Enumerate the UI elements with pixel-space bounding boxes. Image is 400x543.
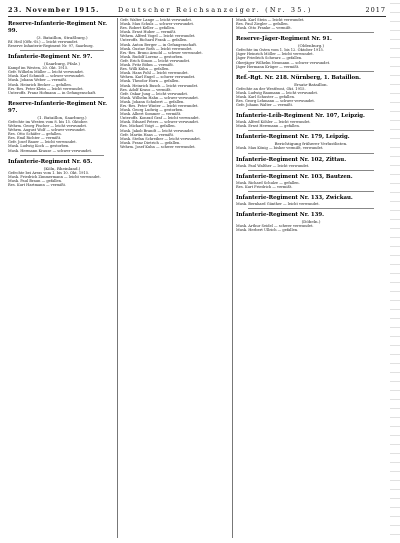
section-divider <box>248 130 374 131</box>
regiment-subheading: Berichtigung früherer Verlustlisten. <box>274 141 348 147</box>
casualty-entry: Wehrm. Georg Fischer — leicht verwundet. <box>8 123 88 128</box>
casualty-entry: Musk. Herbert Ullrich — gefallen. <box>236 227 299 232</box>
casualty-entry: Res. Otto Schäfer — gefallen. <box>8 132 62 137</box>
column-middle <box>120 18 230 538</box>
section-divider <box>248 153 374 154</box>
casualty-entry: Musk. Hans Pohl — leicht verwundet. <box>120 71 189 76</box>
casualty-entry: Ers.-Res. Peter Klein — leicht verwundet. <box>8 86 84 91</box>
header-paper-title: Deutscher Reichsanzeiger. (Nr. 35.) <box>118 6 313 14</box>
casualty-entry: Musk. Johann Weber — vermißt. <box>8 78 68 83</box>
column-right <box>236 18 386 538</box>
casualty-entry: Musk. Ernst Huber — vermißt. <box>120 30 177 35</box>
regiment-subheading: Ersatz-Bataillon. <box>294 81 328 87</box>
casualty-entry: Gefechte im Osten vom 1. bis 12. Oktober 1915. <box>236 48 324 53</box>
casualty-entry: Res. Kurt Hartmann — vermißt. <box>8 182 67 187</box>
regiment-heading: Infanterie-Regiment Nr. 65. <box>8 158 93 165</box>
regiment-subheading: (Saarburg, Pfalz.) <box>44 61 80 67</box>
casualty-entry: Reserve Infanterie-Regiment Nr. 97, Saarburg. <box>8 44 94 49</box>
regiment-heading: Infanterie-Regiment Nr. 103, Bautzen. <box>236 173 353 180</box>
casualty-entry: Musk. Friedrich Zimmermann — leicht verwundet. <box>8 174 101 179</box>
section-divider <box>248 32 374 33</box>
section-divider <box>20 155 104 156</box>
regiment-subheading: (1. Bataillon, Saarburg.) <box>37 114 87 120</box>
section-divider <box>248 109 374 110</box>
regiment-heading: Reserve-Infanterie-Regiment Nr. 99. <box>8 21 107 34</box>
casualty-entry: Musk. Alfred Köhler — leicht verwundet. <box>236 120 311 125</box>
regiment-heading: Infanterie-Leib-Regiment Nr. 107, Leipzig. <box>236 113 365 120</box>
column-rule <box>117 18 118 538</box>
casualty-entry: Res. Georg Lehmann — schwer verwundet. <box>236 99 315 104</box>
casualty-entry: Unteroffz. Franz Hofmann — in Gefangenschaft. <box>8 90 97 95</box>
regiment-subheading: (3. Bataillon, Straßburg.) <box>36 35 88 40</box>
column-left <box>8 18 116 538</box>
casualty-entry: Gefr. Walter Lange — leicht verwundet. <box>120 18 193 22</box>
casualty-entry: Res. Willi Kühn — gefallen. <box>120 67 170 72</box>
casualty-entry: Rf. Heil (Offz.-St.) — leicht verwundet. <box>8 40 79 44</box>
section-divider <box>20 97 104 98</box>
regiment-heading: Reserve-Jäger-Regiment Nr. 91. <box>236 36 332 43</box>
regiment-subheading: (Döbeln.) <box>301 218 321 224</box>
casualty-entry: Wehrm. Karl Engel — schwer verwundet. <box>120 75 196 80</box>
casualty-entry: Gefr. Josef Bauer — leicht verwundet. <box>8 140 77 145</box>
casualty-entry: Gefechte bei Arras vom 1. bis 10. Okt. 1915. <box>8 170 90 175</box>
casualty-entry: Musk. Richard Schulze — gefallen. <box>236 180 300 185</box>
casualty-entry: Wehrm. Alfred Vogel — leicht verwundet. <box>120 34 196 39</box>
casualty-entry: Gefechte an der Westfront, Okt. 1915. <box>236 86 306 91</box>
casualty-entry: Gefr. Johann Walter — vermißt. <box>236 103 294 108</box>
casualty-entry: Musk. Theodor Horn — gefallen. <box>120 79 180 84</box>
casualty-entry: Musk. Albert Sommer — vermißt. <box>120 112 182 117</box>
casualty-entry: Jäger Hermann Krüger — vermißt. <box>236 64 300 69</box>
section-divider <box>248 191 374 192</box>
regiment-heading: Infanterie-Regiment Nr. 133, Zwickau. <box>236 194 353 201</box>
header-date: 23. November 1915. <box>8 6 100 14</box>
casualty-entry: Musk. Gustav Roth — leicht verwundet. <box>120 46 193 51</box>
casualty-entry: Musk. Heinrich Busch — leicht verwundet. <box>120 83 199 88</box>
column-rule <box>232 18 233 538</box>
casualty-entry: Musk. Jakob Brandt — leicht verwundet. <box>120 128 195 133</box>
section-divider <box>248 170 374 171</box>
casualty-entry: Musk. Paul Walther — leicht verwundet. <box>236 163 310 168</box>
casualty-entry: Ers.-Res. Bruno Arnold — schwer verwundet. <box>120 50 203 55</box>
casualty-entry: Musk. Ludwig Baumann — leicht verwundet. <box>236 90 319 95</box>
casualty-entry: Unteroffz. Konrad Graf — leicht verwundet. <box>120 116 200 121</box>
casualty-entry: Musk. Max König — bisher vermißt, verwundet. <box>236 146 324 151</box>
casualty-entry: Musk. Karl Stein — leicht verwundet. <box>236 18 305 22</box>
casualty-entry: Musk. Georg Ludwig — gestorben. <box>120 108 184 113</box>
casualty-entry: Musk. Max Schulz — schwer verwundet. <box>120 22 195 27</box>
casualty-entry: Oberjäger Wilhelm Neumann — schwer verwundet. <box>236 60 331 65</box>
casualty-entry: Wehrm. August Wolf — schwer verwundet. <box>8 128 87 133</box>
casualty-entry: Musk. Rudolf Lorenz — gestorben. <box>120 54 184 59</box>
regiment-heading: Ref.-Rgt. Nr. 218. Nürnberg, 1. Bataillon. <box>236 74 361 81</box>
header-page-number: 2017 <box>365 6 386 14</box>
casualty-entry: Kampf im Westen, 20. Okt. 1915. <box>8 66 69 71</box>
casualty-entry: Jäger Heinrich Möller — leicht verwundet. <box>236 52 314 57</box>
casualty-entry: Res. Kurt Friedrich — vermißt. <box>236 184 293 189</box>
casualty-entry: Musk. Anton Berger — in Gefangenschaft. <box>120 42 198 47</box>
casualty-entry: Musk. Karl Schmidt — schwer verwundet. <box>8 74 85 79</box>
casualty-entry: Musk. Bernhard Günther — leicht verwundet. <box>236 201 320 206</box>
regiment-subheading: (Köln, Rheinland.) <box>43 165 81 171</box>
casualty-entry: Musk. Franz Dietrich — gefallen. <box>120 140 181 145</box>
casualty-entry: Unteroffz. Richard Frank — gefallen. <box>120 38 188 43</box>
regiment-heading: Infanterie-Regiment Nr. 97. <box>8 54 93 61</box>
page-edge-scan-artifact <box>390 0 400 543</box>
casualty-entry: Gefechte im Westen vom 8. bis 15. Oktober. <box>8 119 88 124</box>
regiment-heading: Infanterie-Regiment Nr. 179, Leipzig. <box>236 134 350 141</box>
section-divider <box>20 50 104 51</box>
casualty-entry: Musk. Ernst Herrmann — gefallen. <box>236 124 300 129</box>
casualty-entry: Musk. Ludwig Koch — gestorben. <box>8 144 70 149</box>
page-header <box>8 4 386 17</box>
casualty-entry: Res. Emil Richter — vermißt. <box>8 136 62 141</box>
casualty-entry: Musk. Stefan Schreiber — leicht verwundet. <box>120 136 202 141</box>
section-divider <box>248 208 374 209</box>
casualty-entry: Musk. Fritz Böhm — vermißt. <box>120 63 174 68</box>
casualty-entry: Gefr. Erich Simon — leicht verwundet. <box>120 58 191 63</box>
regiment-heading: Reserve-Infanterie-Regiment Nr. 97. <box>8 100 107 114</box>
regiment-heading: Infanterie-Regiment Nr. 139. <box>236 211 324 218</box>
section-divider <box>248 71 374 72</box>
casualty-entry: Jäger Friedrich Schwarz — gefallen. <box>236 56 303 61</box>
regiment-subheading: (Oldenburg.) <box>297 43 325 49</box>
casualty-entry: Gefr. Oskar Jung — leicht verwundet. <box>120 91 189 96</box>
casualty-entry: Res. Robert Keller — gefallen. <box>120 26 176 31</box>
casualty-entry: Musk. Eduard Peters — schwer verwundet. <box>120 120 200 125</box>
casualty-entry: Gefr. Martin Haas — vermißt. <box>120 132 175 137</box>
casualty-entry: Res. Michael Voigt — gefallen. <box>120 124 176 129</box>
casualty-entry: Musk. Arthur Seidel — schwer verwundet. <box>236 223 314 228</box>
casualty-entry: Musk. Johann Schubert — gefallen. <box>120 99 185 104</box>
casualty-entry: Wehrm. Josef Kuhn — schwer verwundet. <box>120 144 196 149</box>
regiment-heading: Infanterie-Regiment Nr. 102, Zittau. <box>236 156 347 163</box>
casualty-entry: Musk. Otto Franke — vermißt. <box>236 26 292 31</box>
casualty-entry: Musk. Hermann Krause — schwer verwundet. <box>8 148 93 153</box>
casualty-entry: Res. Paul Ziegler — gefallen. <box>236 22 289 27</box>
casualty-entry: Ers.-Res. Peter Winter — leicht verwundet. <box>120 103 199 108</box>
casualty-entry: Musk. Wilhelm Hahn — schwer verwundet. <box>120 95 199 100</box>
casualty-entry: Res. Adolf Kraus — vermißt. <box>120 87 172 92</box>
casualty-entry: Musk. Paul Braun — gefallen. <box>8 178 63 183</box>
casualty-entry: Musk. Heinrich Becker — gefallen. <box>8 82 72 87</box>
casualty-entry: Musk. Karl Schuster — gefallen. <box>236 94 296 99</box>
casualty-entry: Gefr. Wilhelm Müller — leicht verwundet. <box>8 70 84 75</box>
